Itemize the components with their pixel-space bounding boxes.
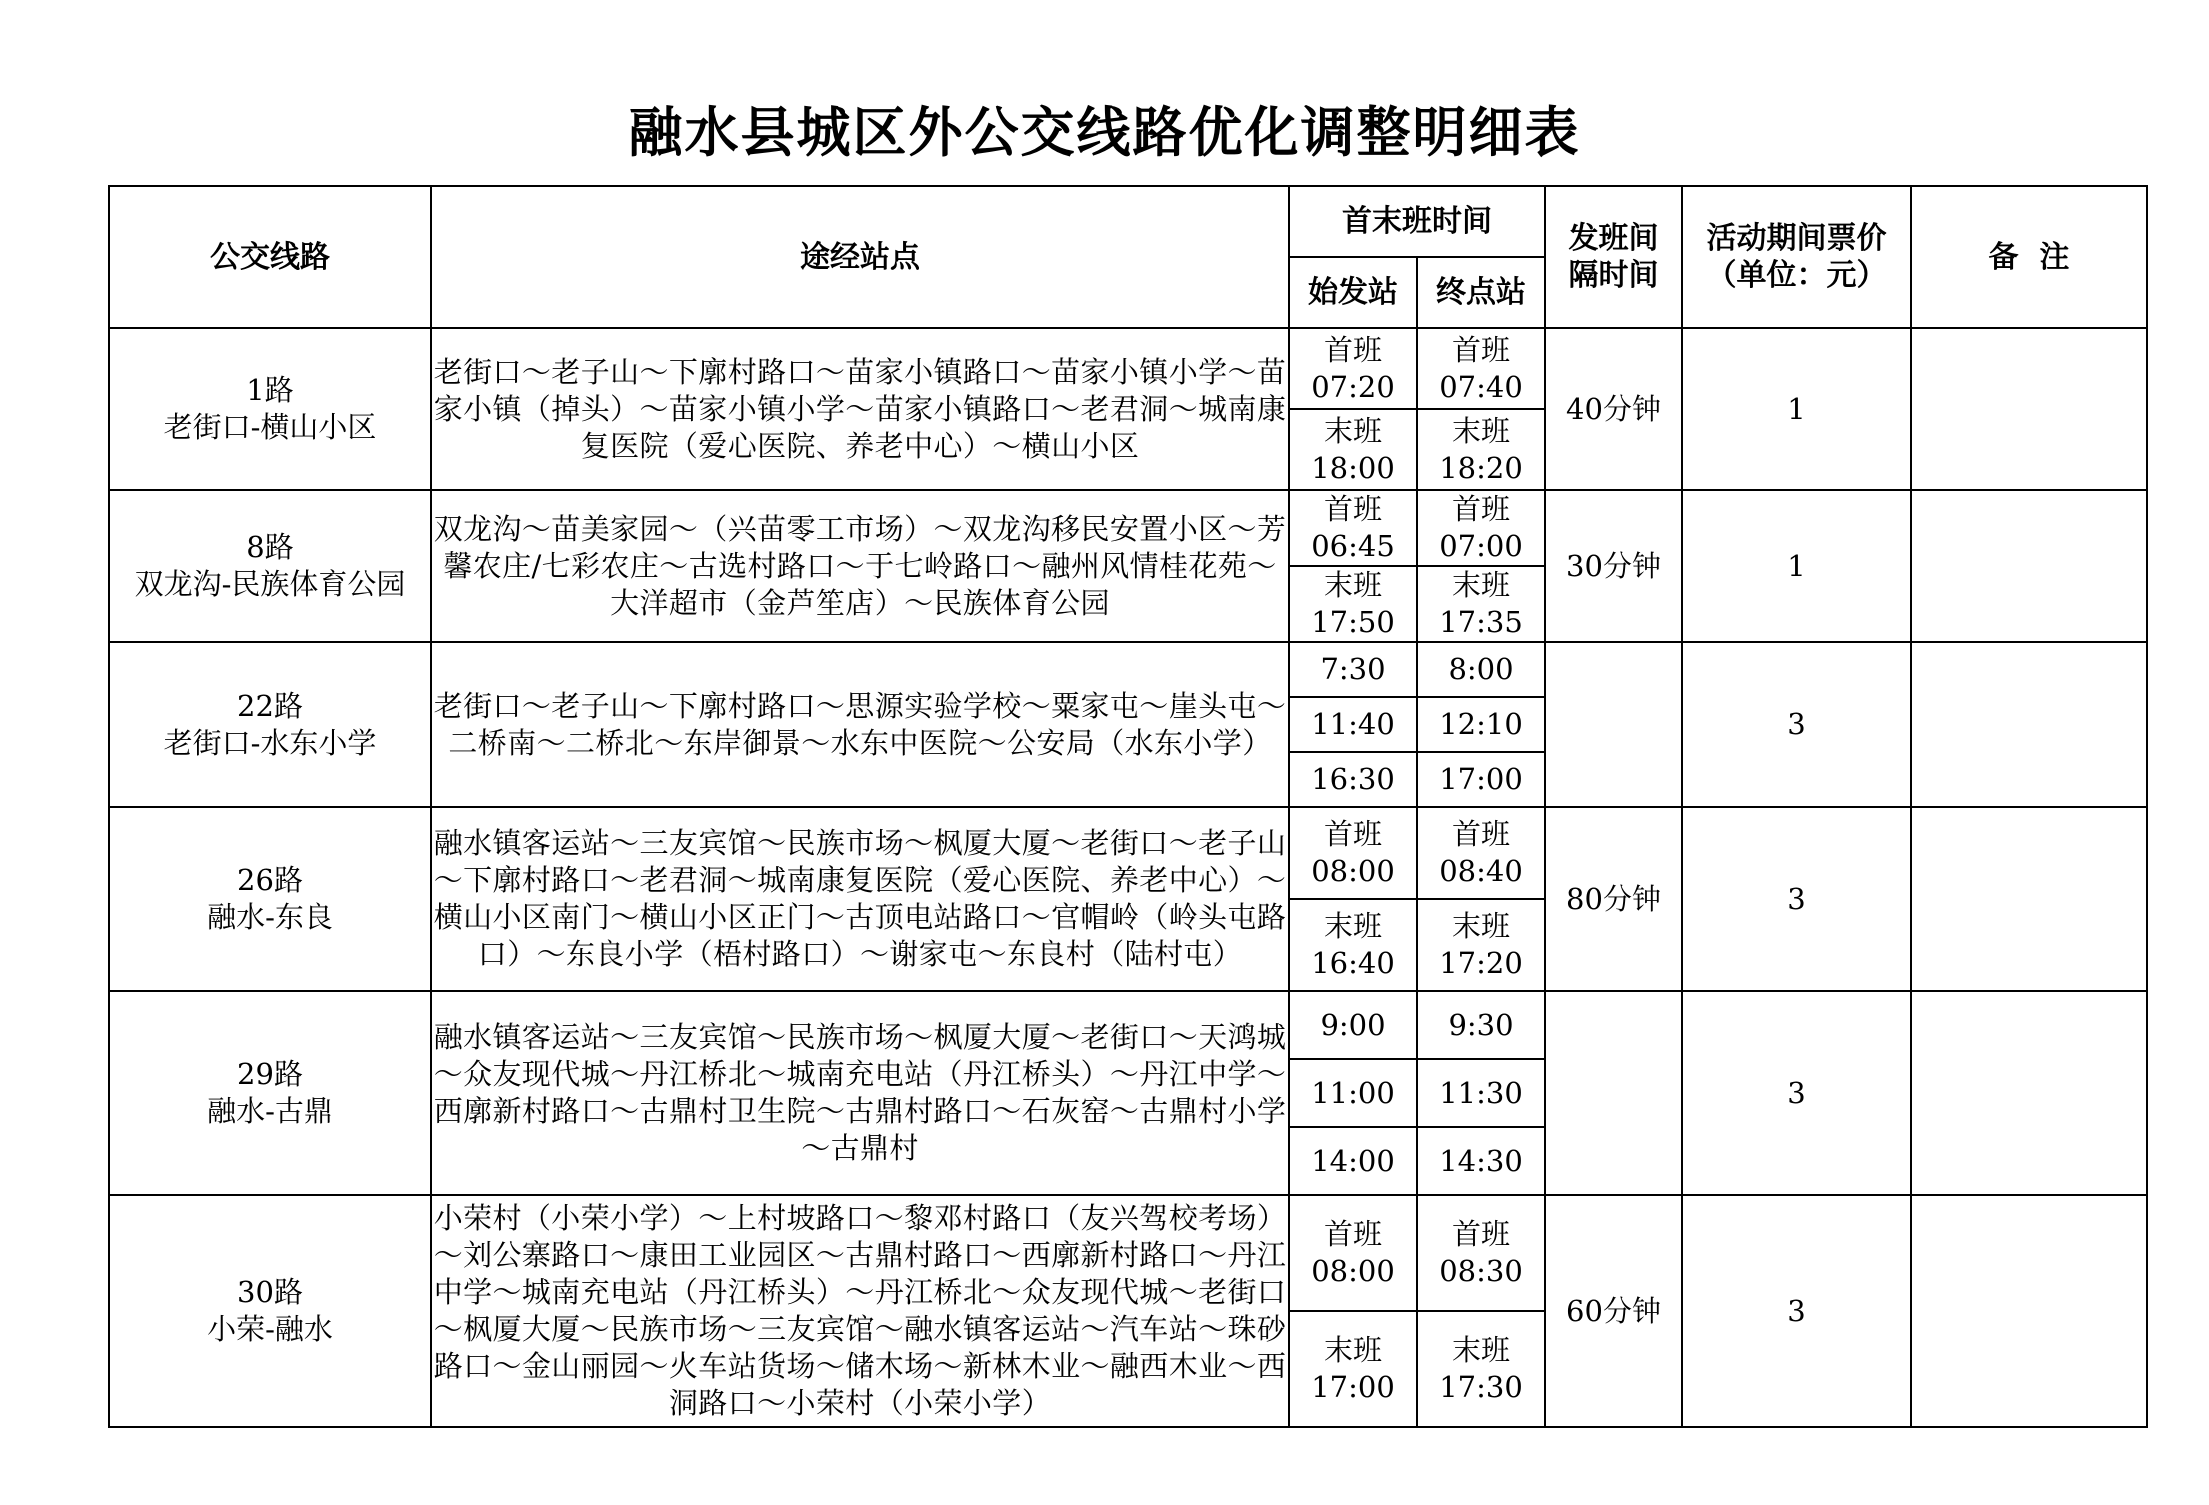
start-time-cell: 7:30: [1289, 642, 1417, 697]
interval-cell: 80分钟: [1545, 807, 1682, 991]
route-cell: [109, 807, 431, 991]
time-value: 08:00: [1311, 854, 1395, 888]
route-cell: [109, 328, 431, 490]
remark-cell: [1911, 807, 2147, 991]
time-value: 17:20: [1439, 946, 1523, 980]
time-value: 06:45: [1311, 529, 1395, 563]
route-number: 1路: [246, 373, 294, 407]
remark-cell: [1911, 1195, 2147, 1427]
time-label: 首班: [1323, 492, 1382, 526]
end-time-cell: [1417, 490, 1545, 566]
time-label: 末班: [1323, 413, 1382, 448]
time-value: 17:50: [1311, 605, 1395, 639]
route-number: 29路: [237, 1057, 303, 1091]
route-stops: 融水镇客运站～三友宾馆～民族市场～枫厦大厦～老街口～老子山～下廓村路口～老君洞～城南康复医院（爱心医院、养老中心）～横山小区南门～横山小区正门～古顶电站路口～官帽岭（岭头屯路口）～东良小学（梧村路口）～谢家屯～东良村（陆村屯）: [431, 807, 1289, 991]
page-title: 融水县城区外公交线路优化调整明细表: [628, 101, 1581, 164]
start-time-cell: 16:30: [1289, 752, 1417, 807]
fare-cell: 3: [1682, 642, 1911, 807]
end-time-cell: 8:00: [1417, 642, 1545, 697]
header-start-station: 始发站: [1289, 257, 1417, 328]
start-time-cell: 14:00: [1289, 1127, 1417, 1195]
time-value: 07:00: [1439, 529, 1523, 563]
start-time-cell: 11:00: [1289, 1059, 1417, 1127]
remark-cell: [1911, 490, 2147, 642]
time-label: 末班: [1451, 568, 1510, 602]
start-time-cell: [1289, 1311, 1417, 1427]
end-time-cell: 11:30: [1417, 1059, 1545, 1127]
route-number: 8路: [246, 530, 294, 564]
time-label: 首班: [1451, 1217, 1510, 1251]
interval-cell: 60分钟: [1545, 1195, 1682, 1427]
fare-cell: 3: [1682, 807, 1911, 991]
header-times: 首末班时间: [1289, 186, 1545, 257]
remark-cell: [1911, 642, 2147, 807]
time-label: 末班: [1451, 1333, 1510, 1367]
table-row: [109, 328, 2147, 409]
table-row: [109, 991, 2147, 1059]
route-number: 30路: [237, 1275, 303, 1309]
route-stops: 老街口～老子山～下廓村路口～苗家小镇路口～苗家小镇小学～苗家小镇（掉头）～苗家小镇小学～苗家小镇路口～老君洞～城南康复医院（爱心医院、养老中心）～横山小区: [431, 328, 1289, 490]
route-number: 22路: [237, 688, 303, 723]
end-time-cell: [1417, 409, 1545, 490]
route-name: 小荣-融水: [207, 1312, 333, 1346]
table-row: [109, 490, 2147, 566]
time-label: 首班: [1323, 817, 1382, 851]
fare-cell: 3: [1682, 991, 1911, 1195]
interval-cell: [1545, 642, 1682, 807]
end-time-cell: [1417, 566, 1545, 642]
time-label: 首班: [1451, 332, 1510, 367]
time-value: 17:30: [1439, 1370, 1523, 1404]
route-name: 双龙沟-民族体育公园: [134, 567, 406, 601]
route-cell: [109, 490, 431, 642]
route-stops: 小荣村（小荣小学）～上村坡路口～黎邓村路口（友兴驾校考场）～刘公寨路口～康田工业园区～古鼎村路口～西廓新村路口～丹江中学～城南充电站（丹江桥头）～丹江桥北～众友现代城～老街口～枫厦大厦～民族市场～三友宾馆～融水镇客运站～汽车站～珠砂路口～金山丽园～火车站货场～储木场～新林木业～融西木业～西洞路口～小荣村（小荣小学）: [431, 1195, 1289, 1427]
interval-cell: [1545, 991, 1682, 1195]
end-time-cell: [1417, 1311, 1545, 1427]
start-time-cell: 11:40: [1289, 697, 1417, 752]
route-name: 老街口-水东小学: [163, 725, 377, 760]
remark-cell: [1911, 328, 2147, 490]
start-time-cell: [1289, 1195, 1417, 1311]
time-value: 08:00: [1311, 1254, 1395, 1288]
time-value: 18:20: [1439, 450, 1523, 485]
time-label: 末班: [1451, 413, 1510, 448]
time-label: 末班: [1323, 568, 1382, 602]
start-time-cell: 9:00: [1289, 991, 1417, 1059]
time-value: 17:00: [1311, 1370, 1395, 1404]
interval-cell: 30分钟: [1545, 490, 1682, 642]
header-stops: 途经站点: [431, 186, 1289, 328]
header-route: 公交线路: [109, 186, 431, 328]
time-value: 18:00: [1311, 450, 1395, 485]
time-value: 07:40: [1439, 369, 1523, 404]
route-cell: [109, 991, 431, 1195]
table-row: [109, 642, 2147, 697]
time-value: 16:40: [1311, 946, 1395, 980]
time-label: 首班: [1451, 817, 1510, 851]
bus-route-table: [108, 185, 2148, 1428]
end-time-cell: 17:00: [1417, 752, 1545, 807]
time-label: 末班: [1323, 1333, 1382, 1367]
time-value: 08:40: [1439, 854, 1523, 888]
table-row: [109, 1195, 2147, 1311]
route-stops: 双龙沟～苗美家园～（兴苗零工市场）～双龙沟移民安置小区～芳馨农庄/七彩农庄～古选村路口～于七岭路口～融州风情桂花苑～大洋超市（金芦笙店）～民族体育公园: [431, 490, 1289, 642]
route-number: 26路: [237, 863, 303, 897]
route-stops: 老街口～老子山～下廓村路口～思源实验学校～粟家屯～崖头屯～二桥南～二桥北～东岸御景～水东中医院～公安局（水东小学）: [431, 642, 1289, 807]
end-time-cell: [1417, 807, 1545, 899]
header-remark: 备 注: [1911, 186, 2147, 328]
end-time-cell: [1417, 328, 1545, 409]
remark-cell: [1911, 991, 2147, 1195]
start-time-cell: [1289, 566, 1417, 642]
end-time-cell: [1417, 1195, 1545, 1311]
start-time-cell: [1289, 328, 1417, 409]
time-value: 08:30: [1439, 1254, 1523, 1288]
interval-cell: 40分钟: [1545, 328, 1682, 490]
time-value: 07:20: [1311, 369, 1395, 404]
route-name: 融水-古鼎: [207, 1094, 333, 1128]
route-stops: 融水镇客运站～三友宾馆～民族市场～枫厦大厦～老街口～天鸿城～众友现代城～丹江桥北～城南充电站（丹江桥头）～丹江中学～西廓新村路口～古鼎村卫生院～古鼎村路口～石灰窑～古鼎村小学～古鼎村: [431, 991, 1289, 1195]
fare-cell: 1: [1682, 328, 1911, 490]
time-label: 首班: [1323, 1217, 1382, 1251]
start-time-cell: [1289, 899, 1417, 991]
time-label: 首班: [1323, 332, 1382, 367]
header-interval: 发班间隔时间: [1545, 186, 1682, 328]
start-time-cell: [1289, 807, 1417, 899]
end-time-cell: 12:10: [1417, 697, 1545, 752]
header-end-station: 终点站: [1417, 257, 1545, 328]
time-label: 末班: [1451, 909, 1510, 943]
start-time-cell: [1289, 490, 1417, 566]
time-label: 首班: [1451, 492, 1510, 526]
time-label: 末班: [1323, 909, 1382, 943]
end-time-cell: [1417, 899, 1545, 991]
route-name: 老街口-横山小区: [163, 410, 377, 444]
route-cell: [109, 642, 431, 807]
table-row: [109, 807, 2147, 899]
fare-cell: 1: [1682, 490, 1911, 642]
header-fare: 活动期间票价（单位：元）: [1682, 186, 1911, 328]
route-cell: [109, 1195, 431, 1427]
start-time-cell: [1289, 409, 1417, 490]
fare-cell: 3: [1682, 1195, 1911, 1427]
route-name: 融水-东良: [207, 900, 333, 934]
time-value: 17:35: [1439, 605, 1523, 639]
end-time-cell: 9:30: [1417, 991, 1545, 1059]
end-time-cell: 14:30: [1417, 1127, 1545, 1195]
